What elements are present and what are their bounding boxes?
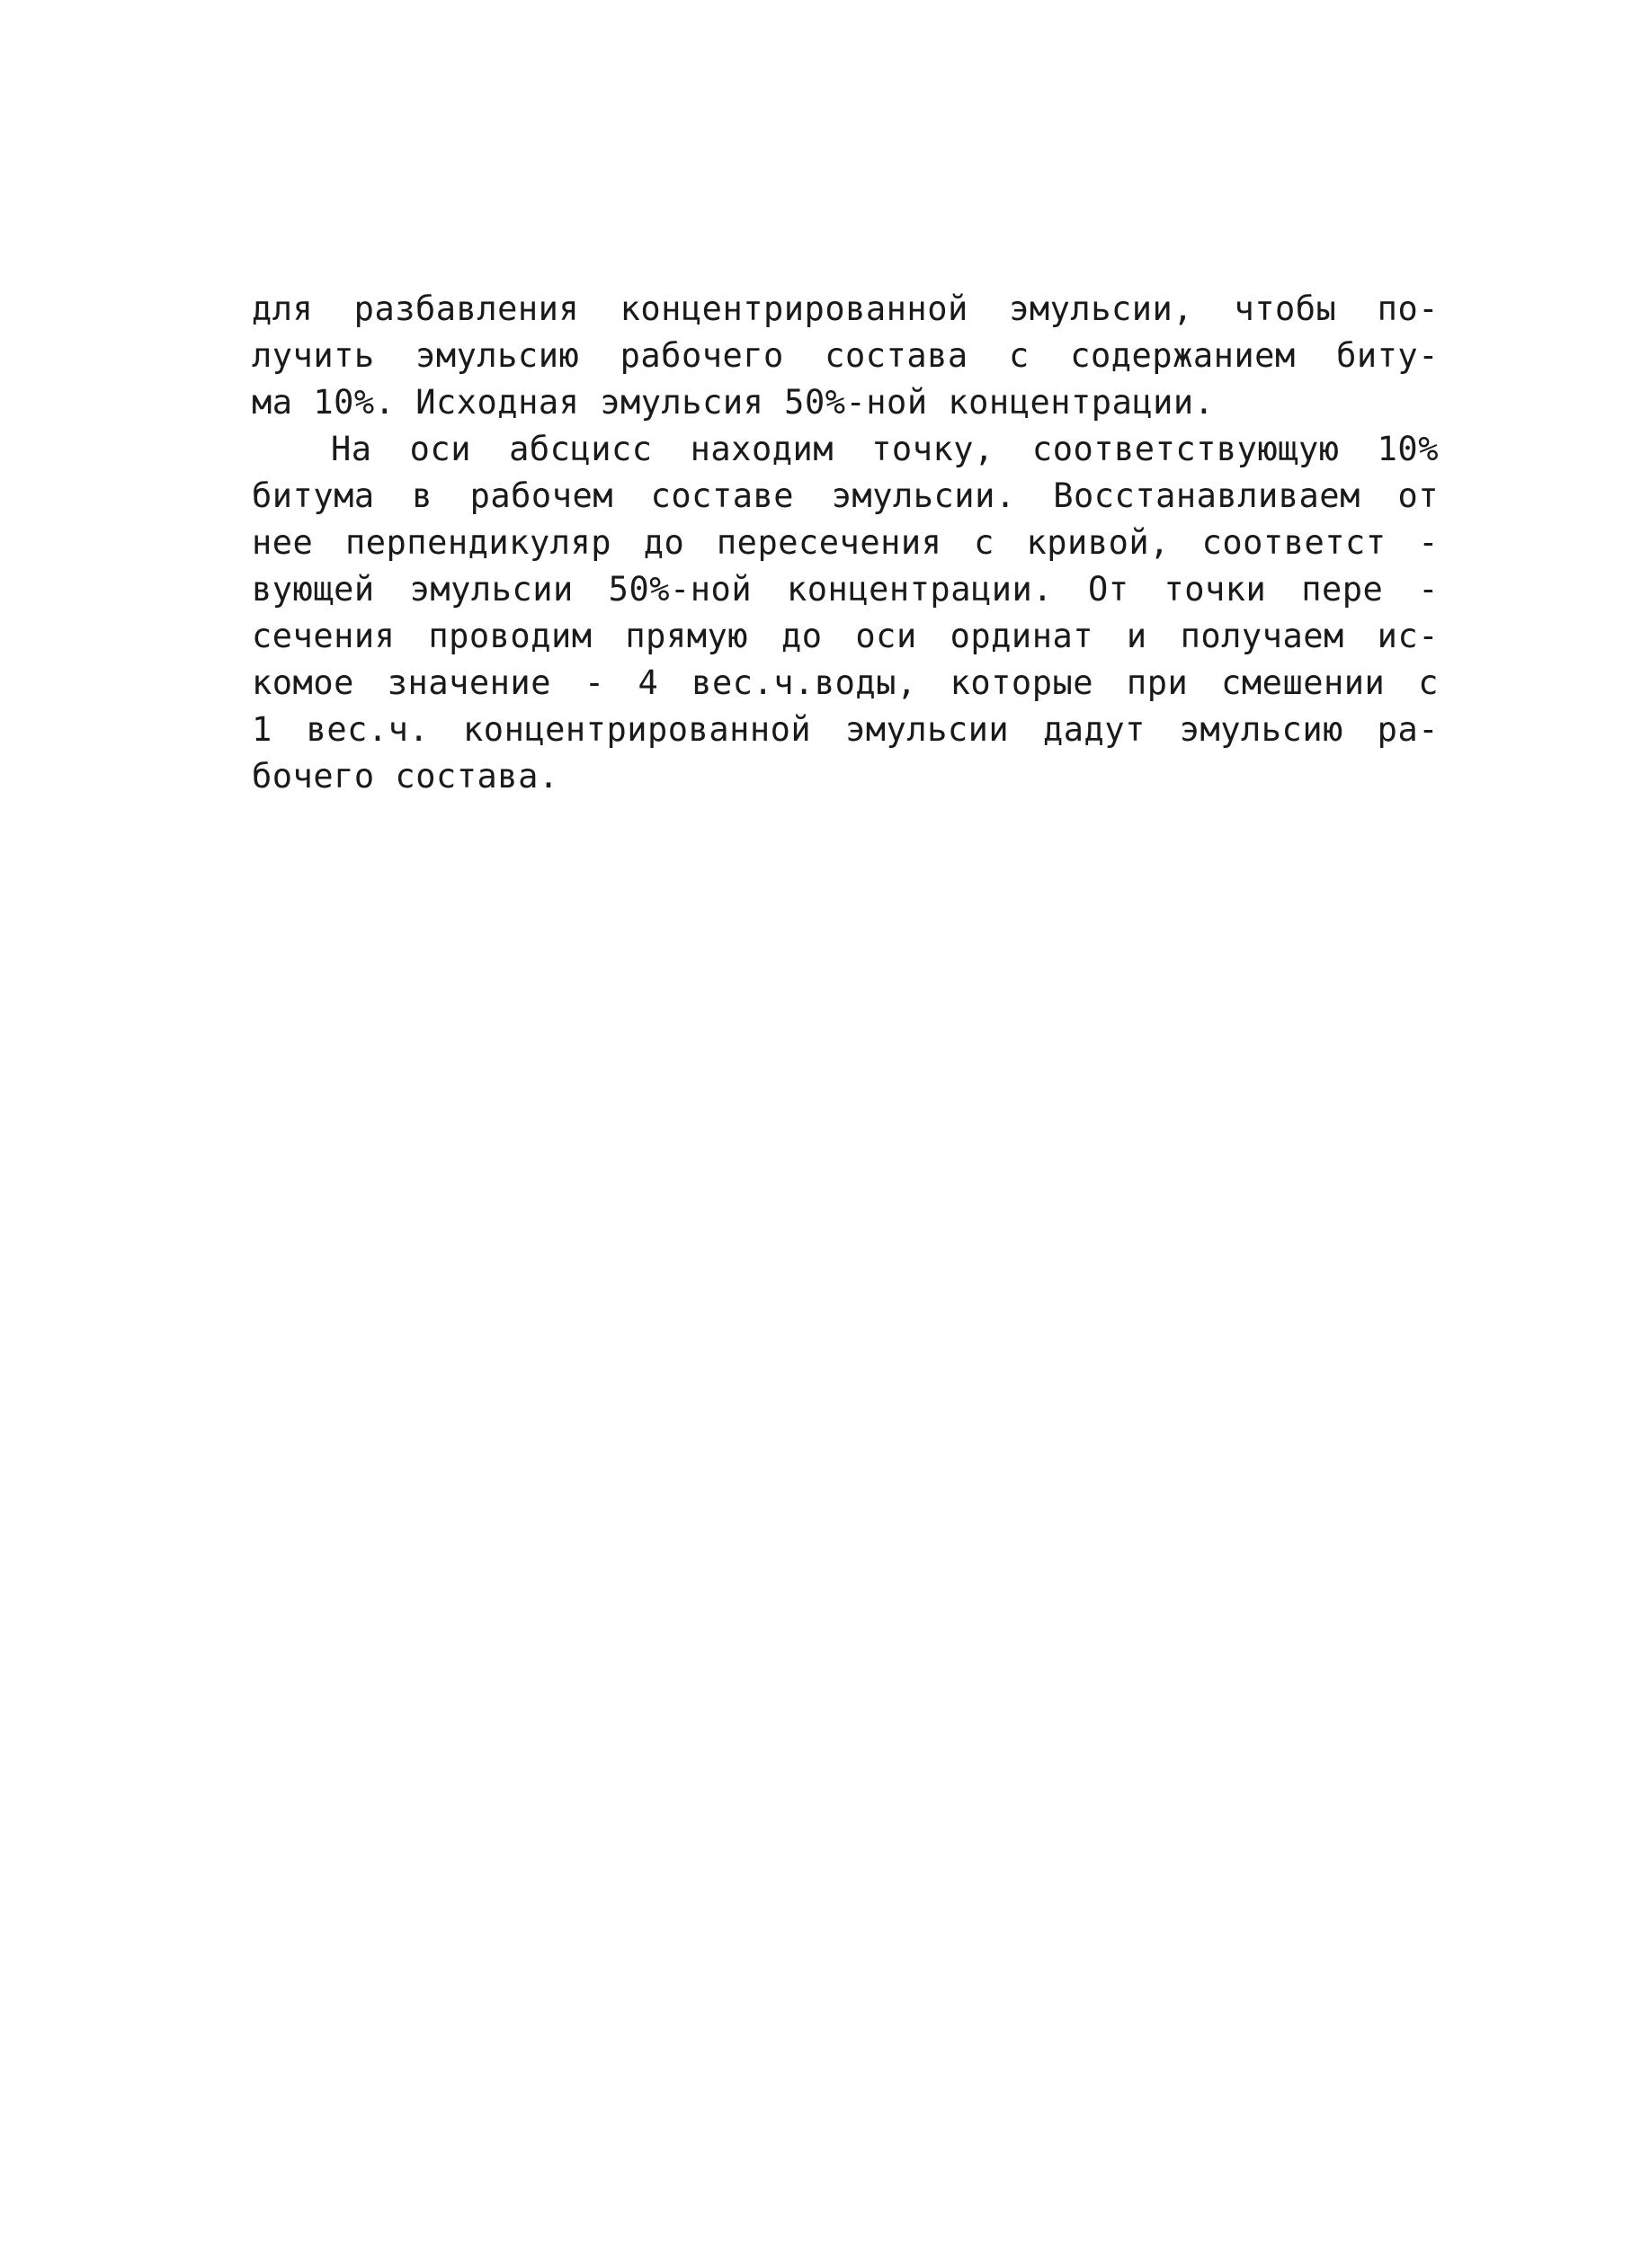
text-line: для разбавления концентрированной эмульсии, чтобы по- [252, 289, 1439, 328]
text-line: 1 вес.ч. концентрированной эмульсии дадут эмульсию ра- [252, 710, 1439, 749]
body-text [252, 286, 1439, 800]
paragraph-1 [252, 286, 1439, 426]
text-line: На оси абсцисс находим точку, соответствующую 10% [331, 430, 1439, 468]
text-line: ма 10%. Исходная эмульсия 50%-ной концентрации. [252, 383, 1215, 422]
paragraph-2 [252, 426, 1439, 800]
text-line: лучить эмульсию рабочего состава с содержанием биту- [252, 336, 1439, 375]
text-line: сечения проводим прямую до оси ординат и получаем ис- [252, 617, 1439, 655]
text-line: бочего состава. [252, 757, 559, 796]
text-line: комое значение - 4 вес.ч.воды, которые при смешении с [252, 663, 1439, 702]
text-line: вующей эмульсии 50%-ной концентрации. От точки пере - [252, 570, 1439, 609]
text-line: битума в рабочем составе эмульсии. Восстанавливаем от [252, 476, 1439, 515]
text-line: нее перпендикуляр до пересечения с кривой, соответст - [252, 523, 1439, 562]
